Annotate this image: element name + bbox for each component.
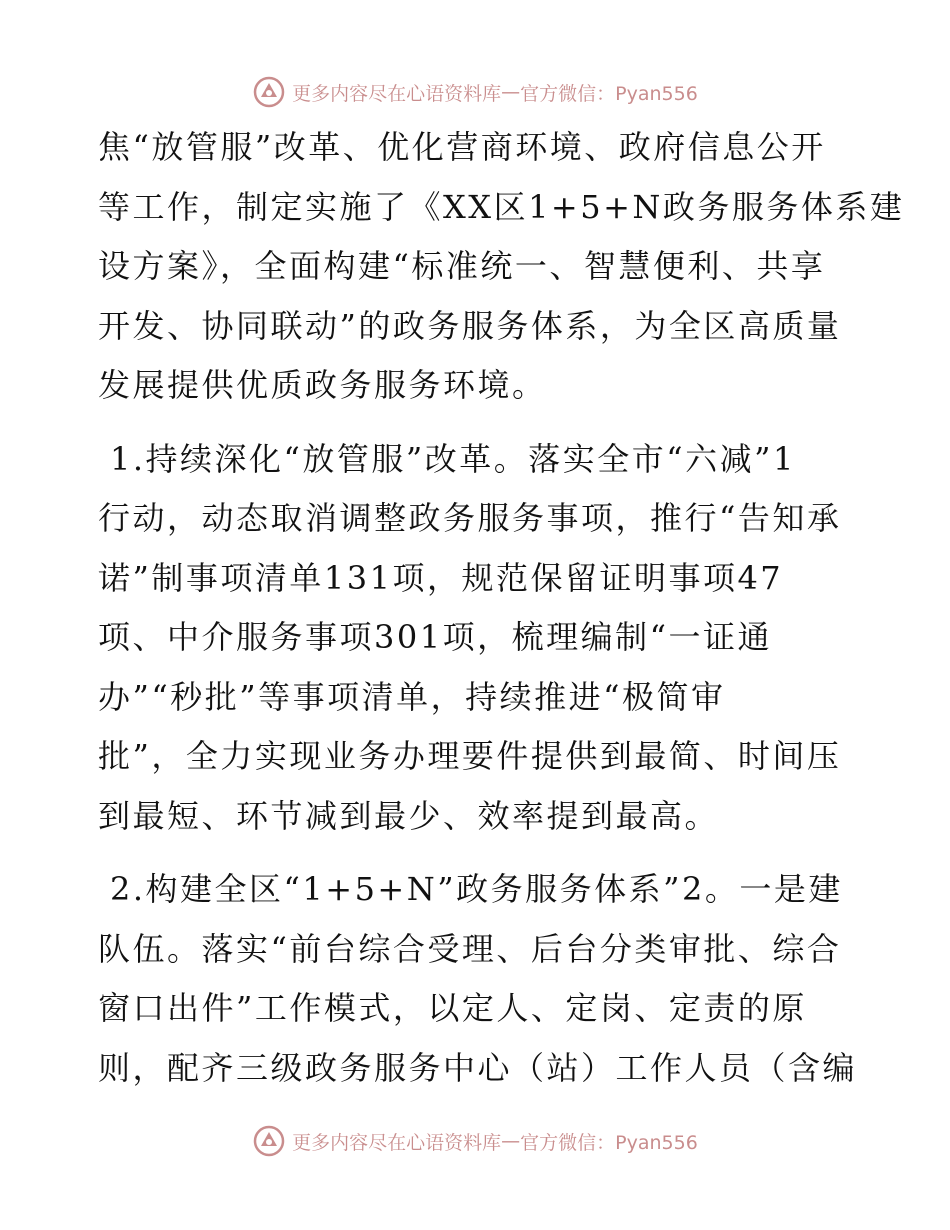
footer-brand-text: 更多内容尽在心语资料库 bbox=[292, 1131, 502, 1154]
text-line: 2.构建全区“1+5+N”政务服务体系”2。一是建 bbox=[110, 870, 843, 908]
text-line: 等工作，制定实施了《XX区1+5+N政务服务体系建 bbox=[98, 187, 905, 226]
text-line: 开发、协同联动”的政务服务体系，为全区高质量 bbox=[98, 306, 842, 345]
text-line: 项、中介服务事项301项，梳理编制“一证通 bbox=[98, 618, 772, 656]
paragraph-1 bbox=[98, 118, 905, 416]
text-line: 则，配齐三级政务服务中心（站）工作人员（含编 bbox=[98, 1048, 858, 1087]
header-watermark bbox=[0, 72, 950, 112]
text-line: 发展提供优质政务服务环境。 bbox=[98, 366, 547, 404]
text-line: 队伍。落实“前台综合受理、后台分类审批、综合 bbox=[98, 929, 842, 968]
brand-logo-icon bbox=[252, 1124, 286, 1158]
text-line: 1.持续深化“放管服”改革。落实全市“六减”1 bbox=[110, 439, 796, 478]
footer-separator: — bbox=[501, 1130, 521, 1152]
document-body bbox=[98, 118, 905, 1098]
paragraph-2 bbox=[98, 430, 858, 847]
text-line: 设方案》，全面构建“标准统一、智慧便利、共享 bbox=[98, 247, 826, 285]
header-separator: — bbox=[501, 81, 521, 103]
text-line: 批”，全力实现业务办理要件提供到最简、时间压 bbox=[98, 737, 842, 775]
text-line: 焦“放管服”改革、优化营商环境、政府信息公开 bbox=[98, 128, 826, 166]
text-line: 诺”制事项清单131项，规范保留证明事项47 bbox=[98, 558, 784, 597]
footer-watermark bbox=[0, 1121, 950, 1161]
text-line: 窗口出件”工作模式，以定人、定岗、定责的原 bbox=[98, 989, 807, 1027]
text-line: 到最短、环节减到最少、效率提到最高。 bbox=[98, 796, 720, 835]
text-line: 行动，动态取消调整政务服务事项，推行“告知承 bbox=[98, 499, 842, 537]
brand-logo-icon bbox=[252, 75, 286, 109]
text-line: 办”“秒批”等事项清单，持续推进“极简审 bbox=[98, 677, 726, 716]
footer-account-text: 官方微信：Pyan556 bbox=[520, 1131, 698, 1154]
paragraph-3 bbox=[98, 860, 858, 1098]
header-brand-text: 更多内容尽在心语资料库 bbox=[292, 82, 502, 105]
header-account-text: 官方微信：Pyan556 bbox=[520, 82, 698, 105]
